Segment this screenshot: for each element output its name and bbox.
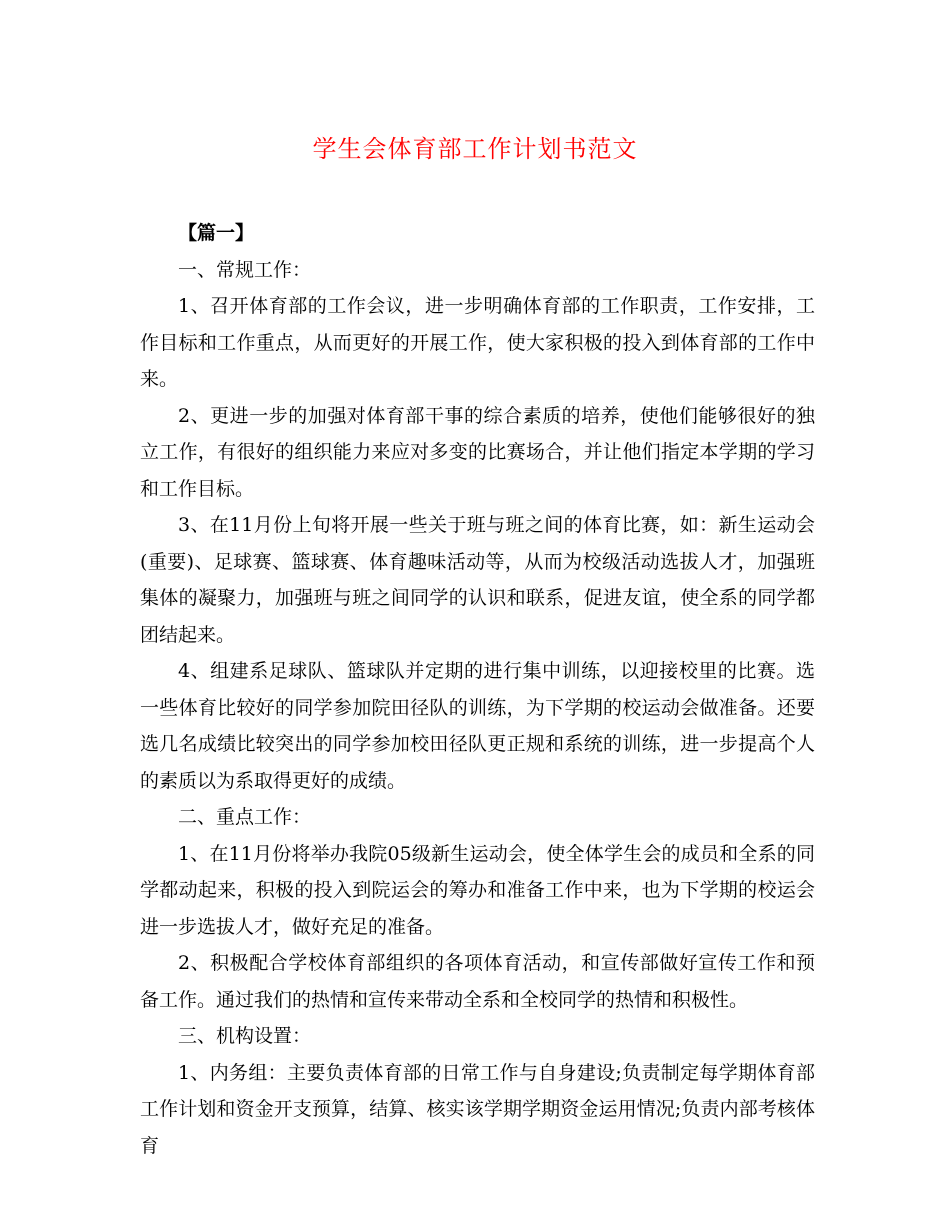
paragraph-routine-1: 1、召开体育部的工作会议，进一步明确体育部的工作职责，工作安排，工作目标和工作重点，从而更好的开展工作，使大家积极的投入到体育部的工作中来。 xyxy=(140,295,815,390)
heading-organization: 三、机构设置： xyxy=(178,1025,312,1047)
paragraph-key-2: 2、积极配合学校体育部组织的各项体育活动，和宣传部做好宣传工作和预备工作。通过我们的热情和宣传来带动全系和全校同学的热情和积极性。 xyxy=(140,952,815,1011)
heading-routine-work: 一、常规工作： xyxy=(178,258,312,281)
section-heading-part-one: 【篇一】 xyxy=(178,222,255,244)
paragraph-organization-1: 1、内务组：主要负责体育部的日常工作与自身建设;负责制定每学期体育部工作计划和资金开支预算，结算、核实该学期学期资金运用情况;负责内部考核体育 xyxy=(140,1061,815,1157)
paragraph-key-1: 1、在11月份将举办我院05级新生运动会，使全体学生会的成员和全系的同学都动起来，积极的投入到院运会的筹办和准备工作中来，也为下学期的校运会进一步选拔人才，做好充足的准备。 xyxy=(140,842,815,938)
paragraph-routine-3: 3、在11月份上旬将开展一些关于班与班之间的体育比赛，如：新生运动会(重要)、足球赛、篮球赛、体育趣味活动等，从而为校级活动选拔人才，加强班集体的凝聚力，加强班与班之间同学的认识和联系，促进友谊，使全系的同学都团结起来。 xyxy=(140,514,815,646)
paragraph-routine-4: 4、组建系足球队、篮球队并定期的进行集中训练，以迎接校里的比赛。选一些体育比较好的同学参加院田径队的训练，为下学期的校运动会做准备。还要选几名成绩比较突出的同学参加校田径队更正规和系统的训练，进一步提高个人的素质以为系取得更好的成绩。 xyxy=(140,660,815,792)
heading-key-work: 二、重点工作： xyxy=(178,806,312,828)
document-title: 学生会体育部工作计划书范文 xyxy=(312,135,638,163)
paragraph-routine-2: 2、更进一步的加强对体育部干事的综合素质的培养，使他们能够很好的独立工作，有很好的组织能力来应对多变的比赛场合，并让他们指定本学期的学习和工作目标。 xyxy=(140,404,815,500)
document-body xyxy=(140,215,815,1164)
